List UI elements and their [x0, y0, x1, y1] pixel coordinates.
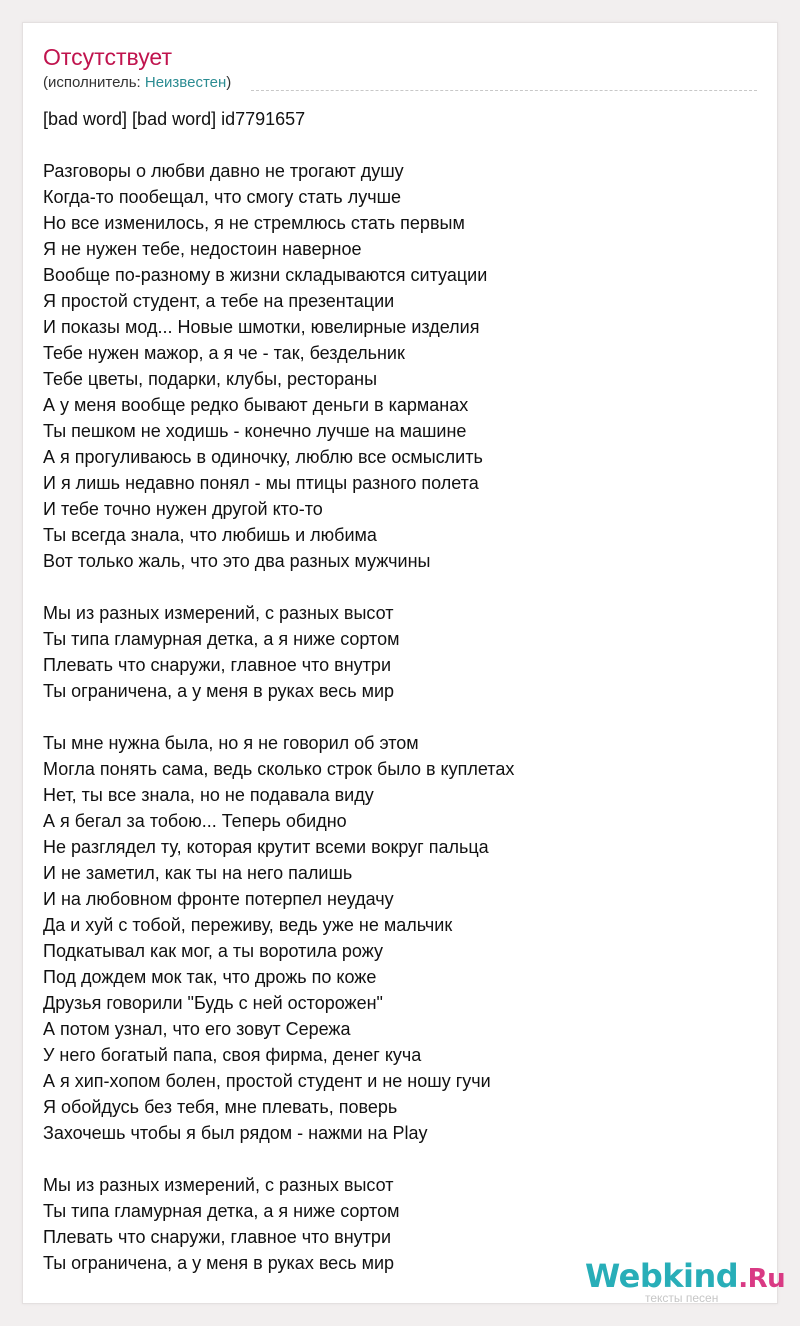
lyric-line: Захочешь чтобы я был рядом - нажми на Play [43, 1123, 428, 1143]
lyric-line: Ты ограничена, а у меня в руках весь мир [43, 1253, 395, 1273]
lyric-line: Ты мне нужна была, но я не говорил об этом [43, 733, 419, 753]
artist-link[interactable]: Неизвестен [144, 74, 227, 91]
lyric-line: Я не нужен тебе, недостоин наверное [43, 239, 362, 259]
lyric-line: Под дождем мок так, что дрожь по коже [43, 967, 377, 987]
lyric-line: И показы мод... Новые шмотки, ювелирные изделия [43, 317, 480, 337]
lyric-line: Ты типа гламурная детка, а я ниже сортом [43, 1201, 400, 1221]
stanza-gap [43, 704, 514, 730]
stanza-gap [43, 574, 514, 600]
artist-prefix: (исполнитель: [43, 74, 145, 91]
lyric-line: Когда-то пообещал, что смогу стать лучше [43, 187, 402, 207]
artist-suffix: ) [226, 74, 232, 91]
lyric-line: Друзья говорили "Будь с ней осторожен" [43, 993, 383, 1013]
lyric-line: Я обойдусь без тебя, мне плевать, поверь [43, 1097, 398, 1117]
lyric-line: Подкатывал как мог, а ты воротила рожу [43, 941, 383, 961]
lyrics-text [43, 106, 514, 1276]
lyric-line: И на любовном фронте потерпел неудачу [43, 889, 394, 909]
lyric-line: И тебе точно нужен другой кто-то [43, 499, 323, 519]
lyric-line: Плевать что снаружи, главное что внутри [43, 655, 391, 675]
lyric-line: Ты пешком не ходишь - конечно лучше на машине [43, 421, 467, 441]
logo-main: Webkind [585, 1257, 739, 1295]
lyric-line: Нет, ты все знала, но не подавала виду [43, 785, 374, 805]
lyric-line: А я хип-хопом болен, простой студент и не ношу гучи [43, 1071, 491, 1091]
lyric-line: Тебе цветы, подарки, клубы, рестораны [43, 369, 378, 389]
stanzas [43, 158, 514, 1276]
lyric-line: Ты типа гламурная детка, а я ниже сортом [43, 629, 400, 649]
lyrics-card [22, 22, 786, 1305]
lyric-line: Мы из разных измерений, с разных высот [43, 1175, 394, 1195]
lyric-line: Вот только жаль, что это два разных мужчины [43, 551, 431, 571]
lyric-line: У него богатый папа, своя фирма, денег куча [43, 1045, 422, 1065]
lyric-line: Я простой студент, а тебе на презентации [43, 291, 395, 311]
song-title: Отсутствует [43, 44, 172, 70]
title-divider [251, 90, 757, 91]
lyric-line: Мы из разных измерений, с разных высот [43, 603, 394, 623]
lyric-line: Не разглядел ту, которая крутит всеми вокруг пальца [43, 837, 489, 857]
lyric-line: И не заметил, как ты на него палишь [43, 863, 353, 883]
lyric-line: Вообще по-разному в жизни складываются ситуации [43, 265, 488, 285]
lyric-line: Могла понять сама, ведь сколько строк было в куплетах [43, 759, 515, 779]
lyric-line: А я прогуливаюсь в одиночку, люблю все осмыслить [43, 447, 483, 467]
lyric-line: И я лишь недавно понял - мы птицы разного полета [43, 473, 479, 493]
logo-tagline: тексты песен [645, 1291, 719, 1305]
lyric-line: Да и хуй с тобой, переживу, ведь уже не мальчик [43, 915, 453, 935]
lyric-line: Но все изменилось, я не стремлюсь стать первым [43, 213, 465, 233]
lyric-line: Разговоры о любви давно не трогают душу [43, 161, 404, 181]
lyric-line: Ты ограничена, а у меня в руках весь мир [43, 681, 395, 701]
lyric-line: Плевать что снаружи, главное что внутри [43, 1227, 391, 1247]
lyrics-header: [bad word] [bad word] id7791657 [43, 109, 306, 129]
lyric-line: А потом узнал, что его зовут Сережа [43, 1019, 351, 1039]
lyric-line: Тебе нужен мажор, а я че - так, бездельник [43, 343, 405, 363]
stanza-gap [43, 132, 514, 158]
lyric-line: А я бегал за тобою... Теперь обидно [43, 811, 347, 831]
stanza-gap [43, 1146, 514, 1172]
logo-tld: .Ru [738, 1264, 786, 1294]
artist-line [43, 73, 231, 93]
lyric-line: Ты всегда знала, что любишь и любима [43, 525, 377, 545]
lyric-line: А у меня вообще редко бывают деньги в карманах [43, 395, 469, 415]
